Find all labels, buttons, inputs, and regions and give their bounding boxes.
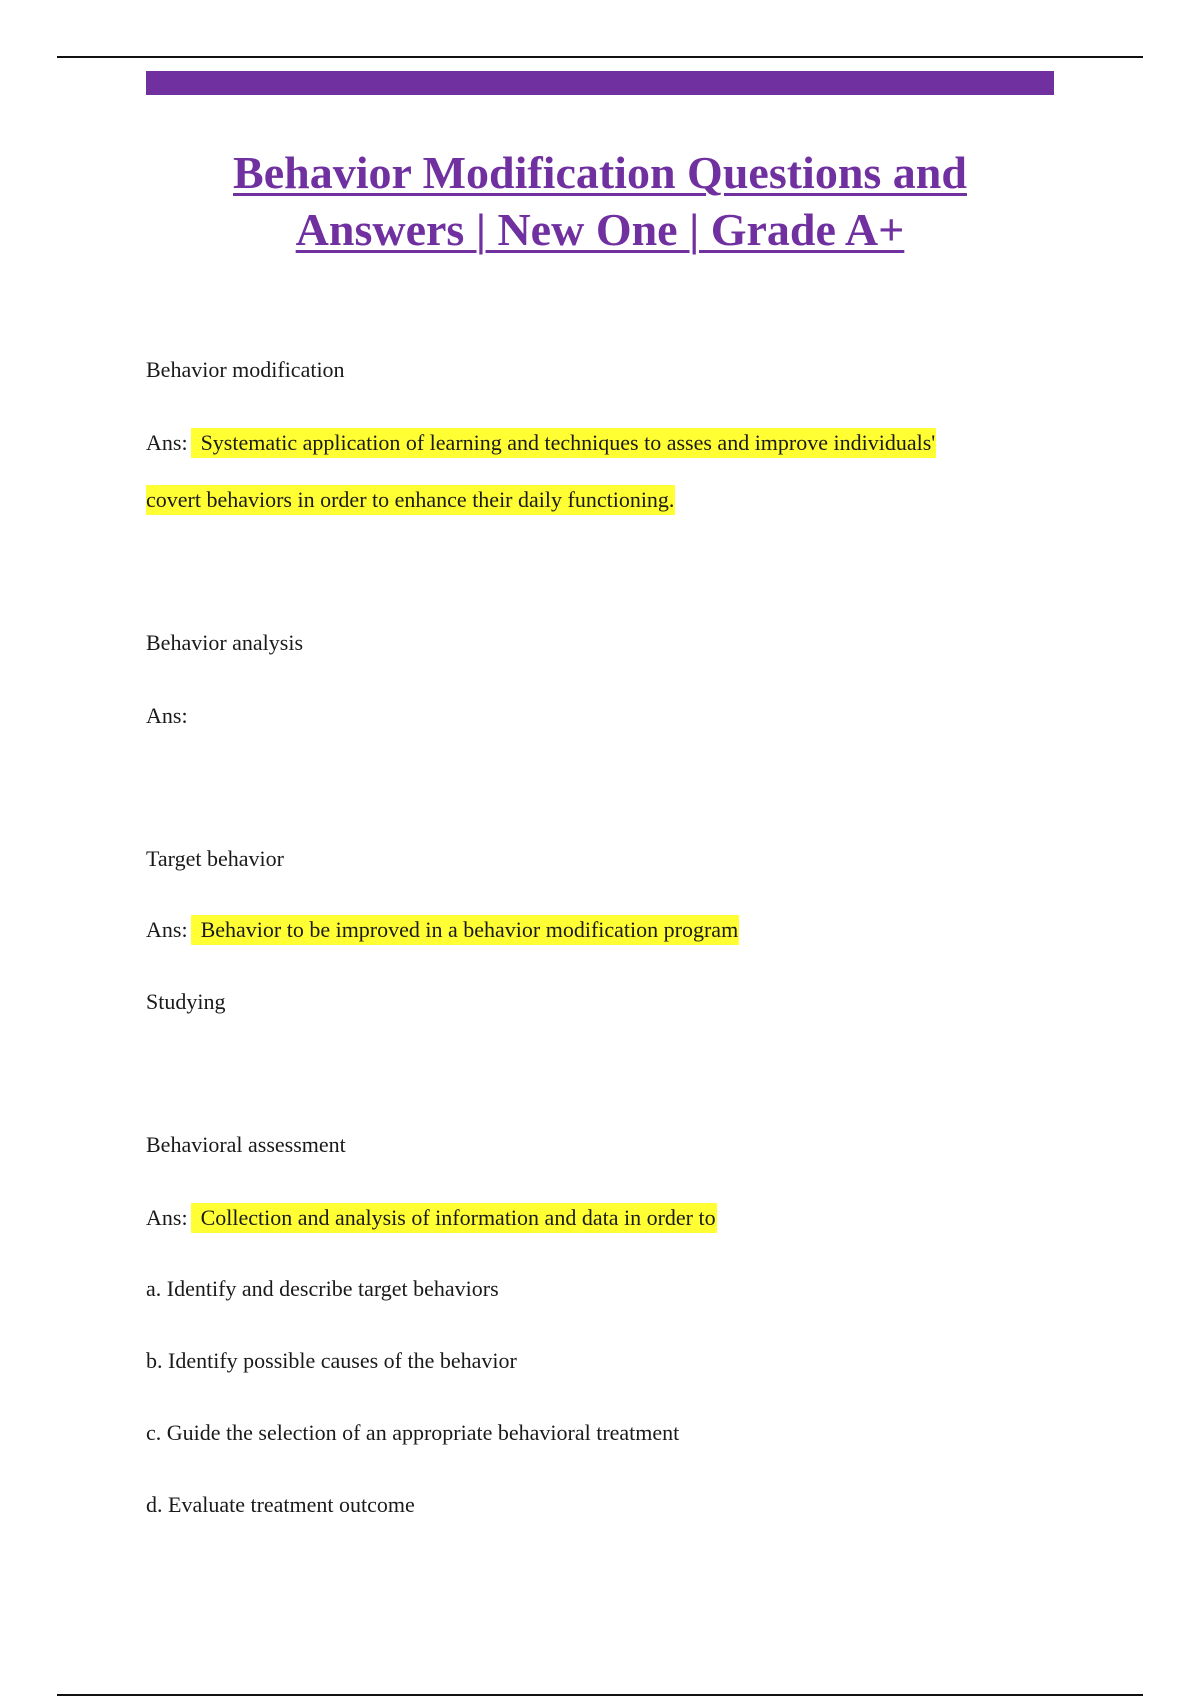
answer-behavior-modification-continued	[146, 487, 1066, 513]
ans-label: Ans:	[146, 917, 188, 942]
list-item: c. Guide the selection of an appropriate behavioral treatment	[146, 1420, 680, 1445]
answer-highlight: Systematic application of learning and techniques to asses and improve individuals'	[191, 428, 937, 458]
answer-behavior-modification	[146, 430, 1066, 456]
answer-highlight: Behavior to be improved in a behavior modification program	[191, 915, 740, 945]
list-item: d. Evaluate treatment outcome	[146, 1492, 415, 1517]
top-rule	[57, 56, 1143, 58]
document-title	[146, 144, 1054, 258]
answer-highlight: Collection and analysis of information and data in order to	[191, 1203, 717, 1233]
answer-note-studying: Studying	[146, 989, 226, 1014]
answer-behavioral-assessment	[146, 1205, 1066, 1231]
term-behavior-analysis: Behavior analysis	[146, 630, 304, 655]
answer-behavior-analysis	[146, 703, 1066, 729]
ans-label: Ans:	[146, 1205, 188, 1230]
term-behavior-modification: Behavior modification	[146, 357, 345, 382]
term-behavioral-assessment: Behavioral assessment	[146, 1132, 346, 1157]
answer-highlight: covert behaviors in order to enhance their daily functioning.	[146, 485, 675, 515]
list-item: b. Identify possible causes of the behavior	[146, 1348, 517, 1373]
answer-target-behavior	[146, 917, 1066, 943]
purple-banner-bar	[146, 71, 1054, 95]
ans-label: Ans:	[146, 430, 188, 455]
term-target-behavior: Target behavior	[146, 846, 284, 871]
bottom-rule	[57, 1694, 1143, 1696]
list-item: a. Identify and describe target behaviors	[146, 1276, 499, 1301]
title-line-2: Answers | New One | Grade A+	[295, 204, 905, 255]
ans-label: Ans:	[146, 703, 188, 728]
title-line-1: Behavior Modification Questions and	[233, 147, 967, 198]
